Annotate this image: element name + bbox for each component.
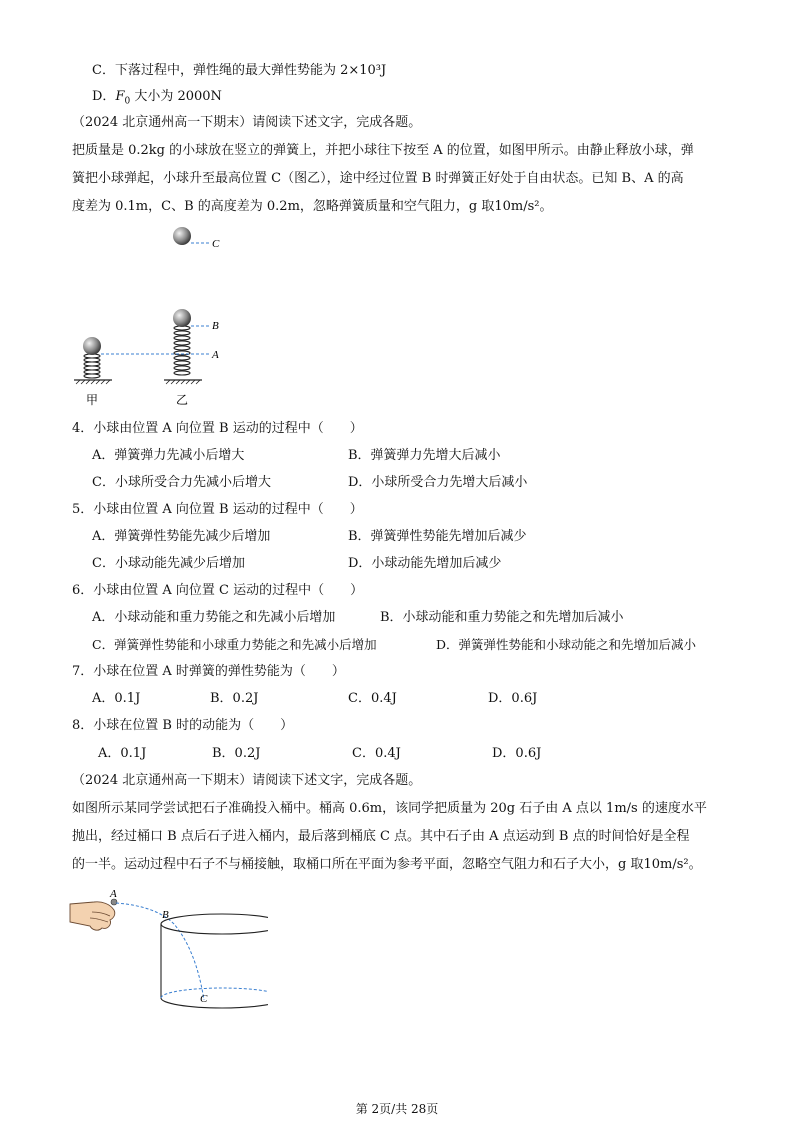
page-footer: 第 2页/共 28页 xyxy=(355,1102,439,1116)
label-jia: 甲 xyxy=(86,393,99,407)
q8-option-c: C．0.4J xyxy=(352,746,401,761)
q6-option-b: B．小球动能和重力势能之和先增加后减小 xyxy=(380,610,624,625)
q7-option-c: C．0.4J xyxy=(348,691,397,706)
q4-option-c: C．小球所受合力先减小后增大 xyxy=(92,475,271,490)
passage1-line2: 簧把小球弹起，小球升至最高位置 C（图乙），途中经过位置 B 时弹簧正好处于自由状态。已知 B、A 的高 xyxy=(72,171,684,186)
spring-figure xyxy=(70,222,250,412)
option-d-sub: 0 xyxy=(124,96,131,107)
label-c: C xyxy=(212,238,220,250)
passage2-line3: 的一半。运动过程中石子不与桶接触，取桶口所在平面为参考平面，忽略空气阻力和石子大小，g 取10m/s²。 xyxy=(72,857,702,872)
q5-stem: 5．小球由位置 A 向位置 B 运动的过程中（ ） xyxy=(72,502,363,517)
q5-option-a: A．弹簧弹性势能先减少后增加 xyxy=(92,529,271,544)
option-d-prefix: D． xyxy=(92,89,116,104)
bucket-figure xyxy=(68,888,268,1048)
option-d-rest: 大小为 2000N xyxy=(130,89,222,104)
label-yi: 乙 xyxy=(176,393,189,407)
q6-option-c: C．弹簧弹性势能和小球重力势能之和先减小后增加 xyxy=(92,637,377,652)
passage1-line3: 度差为 0.1m，C、B 的高度差为 0.2m，忽略弹簧质量和空气阻力，g 取10m/s²。 xyxy=(72,199,553,214)
q4-stem: 4．小球由位置 A 向位置 B 运动的过程中（ ） xyxy=(72,421,363,436)
passage2-line2: 抛出，经过桶口 B 点后石子进入桶内，最后落到桶底 C 点。其中石子由 A 点运动到 B 点的时间恰好是全程 xyxy=(72,829,690,844)
q5-option-c: C．小球动能先减少后增加 xyxy=(92,556,245,571)
option-d-var: F xyxy=(115,89,125,104)
spring-yi xyxy=(174,326,190,375)
option-d-top xyxy=(92,88,222,111)
q7-option-b: B．0.2J xyxy=(210,691,259,706)
passage2-line1: 如图所示某同学尝试把石子准确投入桶中。桶高 0.6m，该同学把质量为 20g 石子由 A 点以 1m/s 的速度水平 xyxy=(72,801,707,816)
q4-option-d: D．小球所受合力先增大后减小 xyxy=(348,475,528,490)
q7-option-a: A．0.1J xyxy=(92,691,141,706)
bucket-bottom-front xyxy=(161,998,268,1008)
q4-option-b: B．弹簧弹力先增大后减小 xyxy=(348,448,501,463)
q8-option-b: B．0.2J xyxy=(212,746,261,761)
trajectory xyxy=(116,903,204,1000)
ball-jia xyxy=(83,337,101,355)
spring-jia xyxy=(84,354,100,378)
label-a: A xyxy=(212,349,219,361)
option-c-top: C．下落过程中，弹性绳的最大弹性势能为 2×10³J xyxy=(92,63,387,78)
q6-option-a: A．小球动能和重力势能之和先减小后增加 xyxy=(92,610,336,625)
q5-option-d: D．小球动能先增加后减少 xyxy=(348,556,502,571)
label-a2: A xyxy=(110,888,117,900)
hand-icon xyxy=(70,902,115,930)
q8-option-d: D．0.6J xyxy=(492,746,542,761)
bucket-bottom-back xyxy=(161,988,268,998)
passage1-source: （2024 北京通州高一下期末）请阅读下述文字，完成各题。 xyxy=(72,115,422,130)
q7-stem: 7．小球在位置 A 时弹簧的弹性势能为（ ） xyxy=(72,664,345,679)
bucket-rim xyxy=(161,914,268,934)
q6-stem: 6．小球由位置 A 向位置 C 运动的过程中（ ） xyxy=(72,583,364,598)
passage2-source: （2024 北京通州高一下期末）请阅读下述文字，完成各题。 xyxy=(72,773,422,788)
passage1-line1: 把质量是 0.2kg 的小球放在竖立的弹簧上，并把小球往下按至 A 的位置，如图甲所示。由静止释放小球，弹 xyxy=(72,143,694,158)
q4-option-a: A．弹簧弹力先减小后增大 xyxy=(92,448,245,463)
label-c2: C xyxy=(200,993,208,1005)
label-b: B xyxy=(212,320,219,332)
ball-c xyxy=(173,227,191,245)
label-b2: B xyxy=(162,909,169,921)
q8-stem: 8．小球在位置 B 时的动能为（ ） xyxy=(72,718,294,733)
q8-option-a: A．0.1J xyxy=(98,746,147,761)
q5-option-b: B．弹簧弹性势能先增加后减少 xyxy=(348,529,527,544)
q7-option-d: D．0.6J xyxy=(488,691,538,706)
q6-option-d: D．弹簧弹性势能和小球动能之和先增加后减小 xyxy=(436,637,697,652)
ball-b xyxy=(173,309,191,327)
